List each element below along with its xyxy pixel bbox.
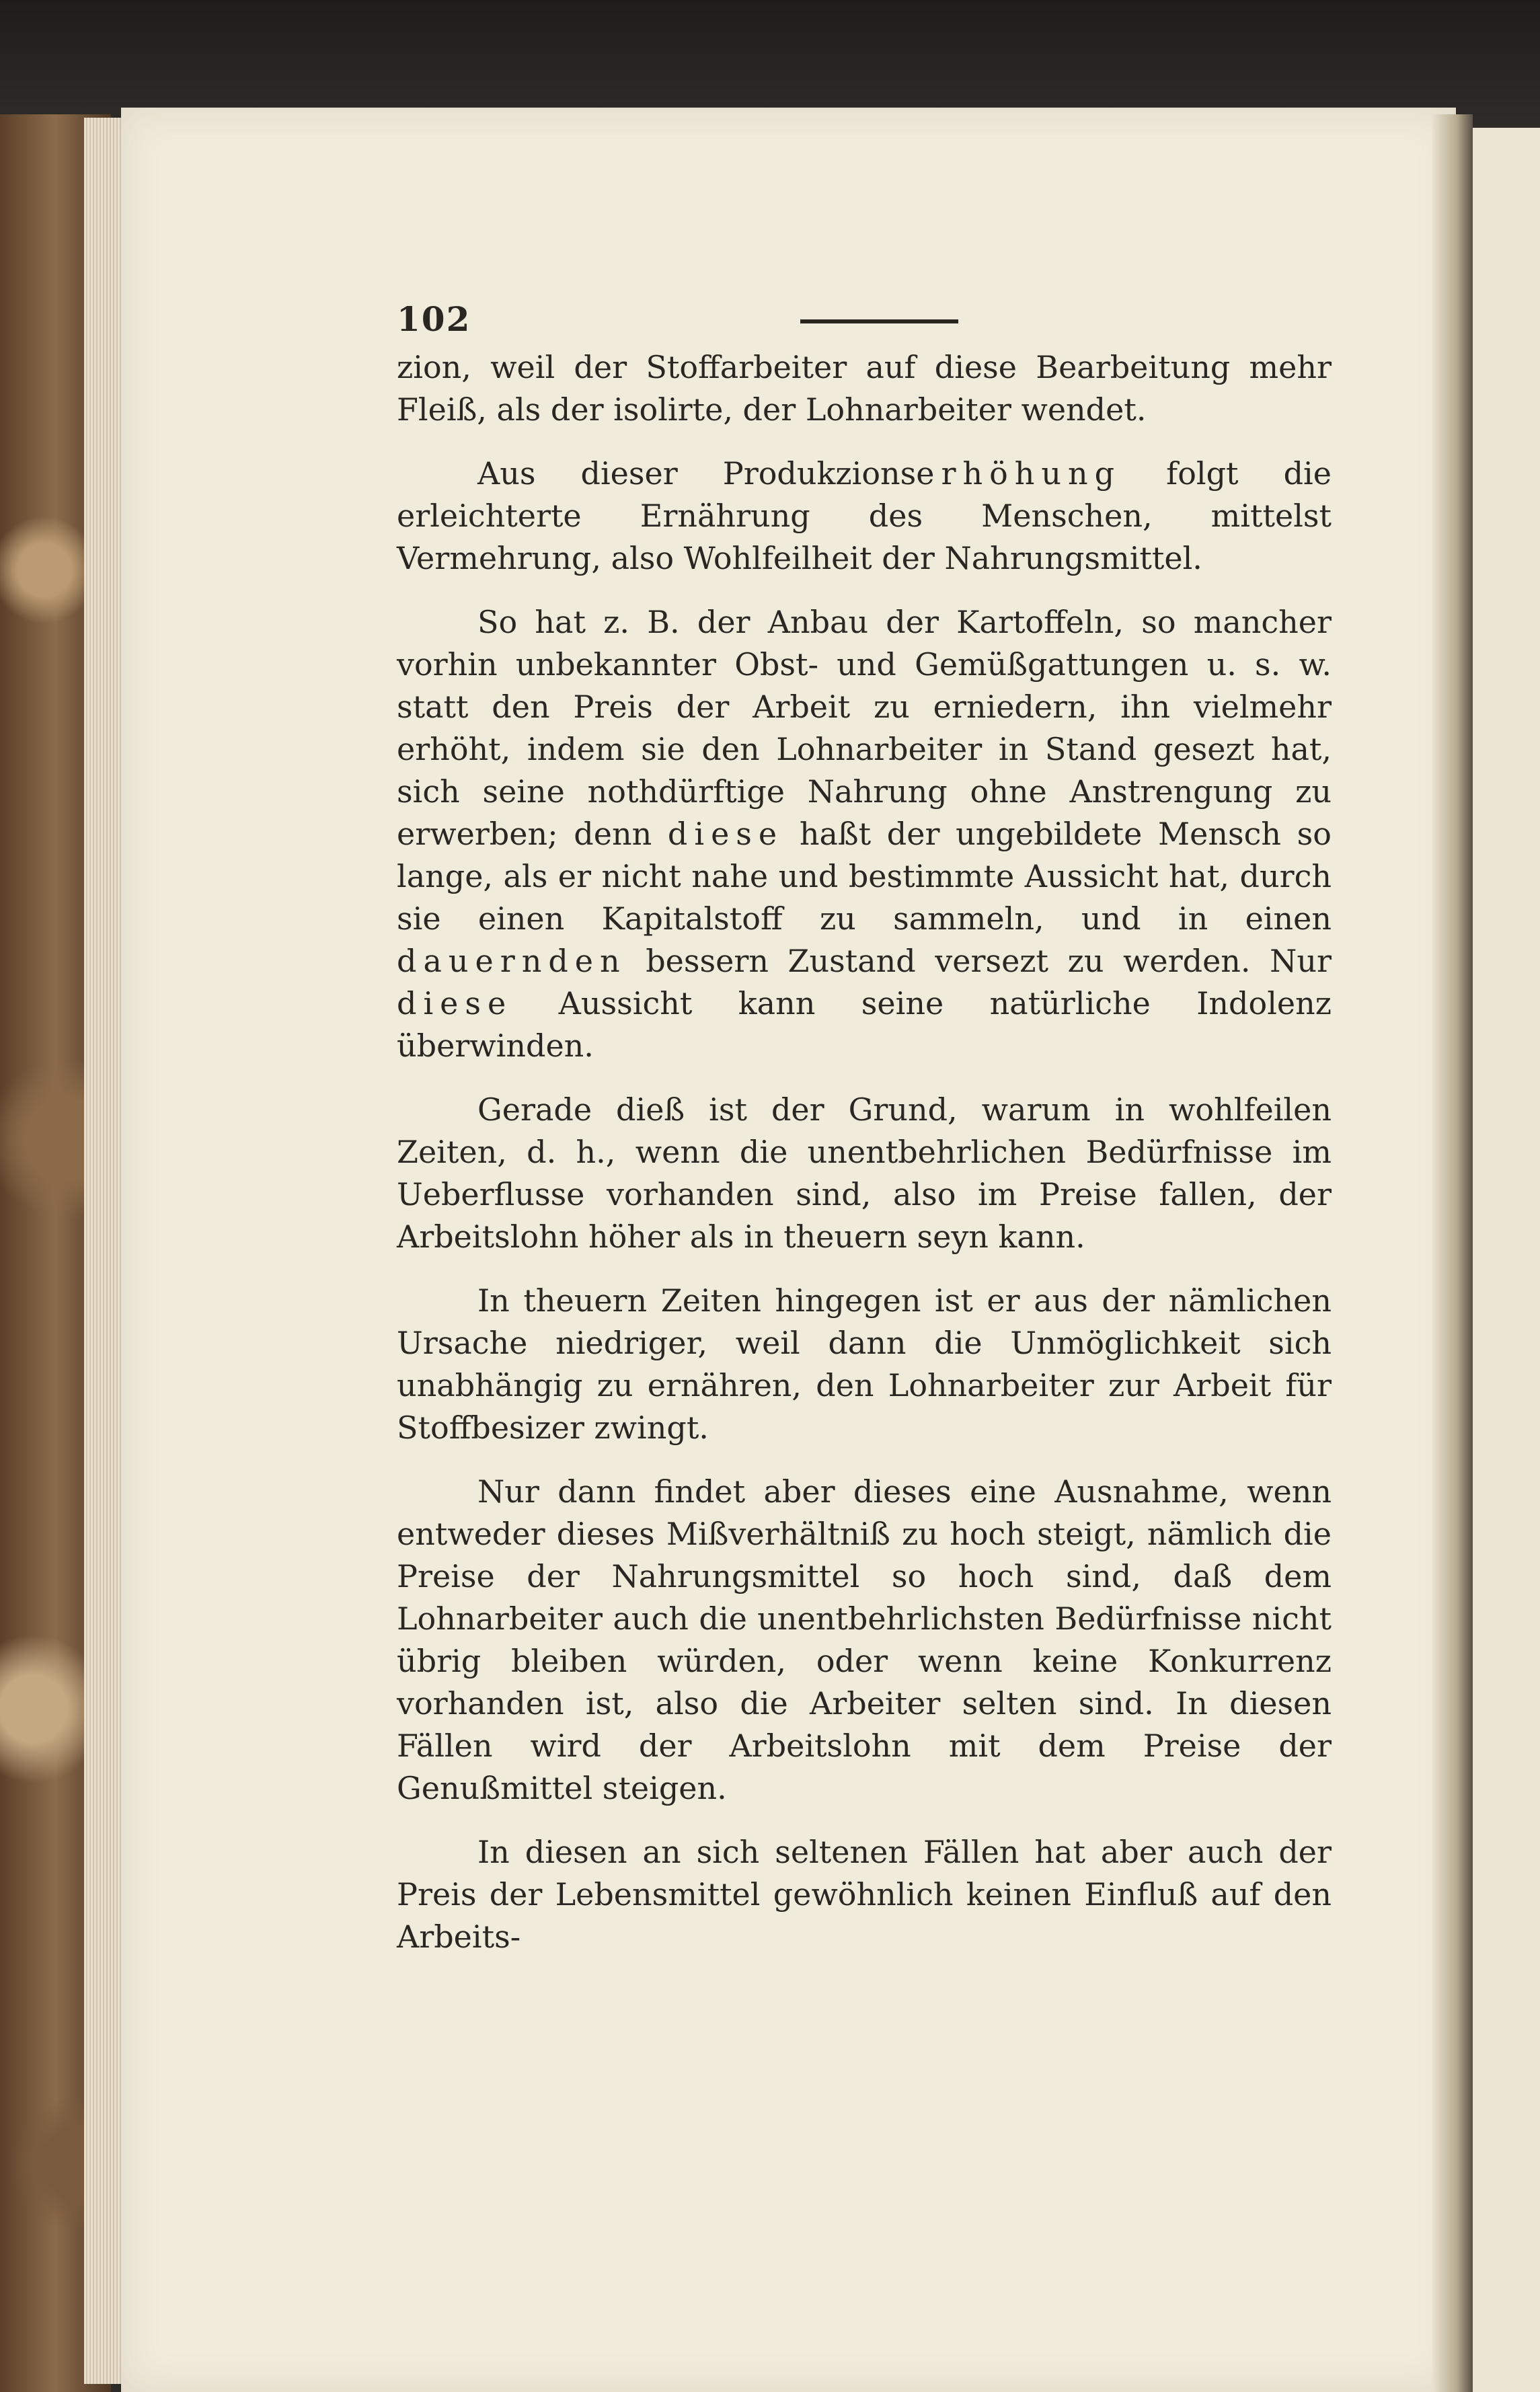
text-segment: In theuern Zeiten hingegen ist er aus der nämlichen Ursache niedriger, weil dann die Unmöglichkeit sich unabhängig zu ernähren, den Lohnarbeiter zur Arbeit für Stoffbesizer zwingt. — [397, 1282, 1332, 1446]
emphasized-text: dauernden — [397, 943, 627, 979]
paragraph — [397, 1831, 1332, 1958]
text-segment: Aussicht kann seine natürliche Indolenz überwinden. — [397, 985, 1332, 1064]
text-segment: Gerade dieß ist der Grund, warum in wohlfeilen Zeiten, d. h., wenn die unentbehrlichen Bedürfnisse im Ueberflusse vorhanden sind, also im Preise fallen, der Arbeitslohn höher als in theuern seyn kann. — [397, 1091, 1332, 1255]
body-text — [397, 346, 1332, 1958]
text-segment: Aus dieser Produkzions — [477, 455, 917, 492]
page-header — [397, 299, 1332, 346]
emphasized-text: diese — [667, 816, 784, 852]
emphasized-text: diese — [397, 985, 513, 1021]
book-gutter — [1432, 114, 1473, 2392]
text-segment: zion, weil der Stoffarbeiter auf diese Bearbeitung mehr Fleiß, als der isolirte, der Lohnarbeiter wendet. — [397, 349, 1332, 428]
header-rule — [800, 319, 958, 323]
emphasized-text: erhöhung — [916, 455, 1122, 492]
page-content — [397, 299, 1332, 1980]
paragraph — [397, 601, 1332, 1067]
text-segment: haßt der ungebildete Mensch so lange, als er nicht nahe und bestimmte Aussicht hat, durch sie einen Kapitalstoff zu sammeln, und in einen — [397, 816, 1332, 937]
paragraph — [397, 1280, 1332, 1449]
text-segment: So hat z. B. der Anbau der Kartoffeln, so mancher vorhin unbekannter Obst- und Gemüßgattungen u. s. w. statt den Preis der Arbeit zu erniedern, ihn vielmehr erhöht, indem sie den Lohnarbeiter in Stand gesezt hat, sich seine nothdürftige Nahrung ohne Anstrengung zu erwerben; denn — [397, 604, 1332, 852]
text-segment: In diesen an sich seltenen Fällen hat aber auch der Preis der Lebensmittel gewöhnlich keinen Einfluß auf den Arbeits- — [397, 1834, 1332, 1955]
page-number: 102 — [397, 299, 471, 339]
paragraph — [397, 453, 1332, 580]
facing-page-edge — [1473, 128, 1540, 2392]
text-segment: folgt die erleichterte Ernährung des Menschen, mittelst Vermehrung, also Wohlfeilheit der Nahrungsmittel. — [397, 455, 1332, 576]
paragraph — [397, 1089, 1332, 1258]
paragraph — [397, 346, 1332, 431]
paragraph — [397, 1471, 1332, 1810]
page-edges — [84, 118, 124, 2384]
text-segment: Nur dann findet aber dieses eine Ausnahme, wenn entweder dieses Mißverhältniß zu hoch steigt, nämlich die Preise der Nahrungsmittel so hoch sind, daß dem Lohnarbeiter auch die unentbehrlichsten Bedürfnisse nicht übrig bleiben würden, oder wenn keine Konkurrenz vorhanden ist, also die Arbeiter selten sind. In diesen Fällen wird der Arbeitslohn mit dem Preise der Genußmittel steigen. — [397, 1473, 1332, 1806]
text-segment: bessern Zustand versezt zu werden. Nur — [626, 943, 1332, 979]
